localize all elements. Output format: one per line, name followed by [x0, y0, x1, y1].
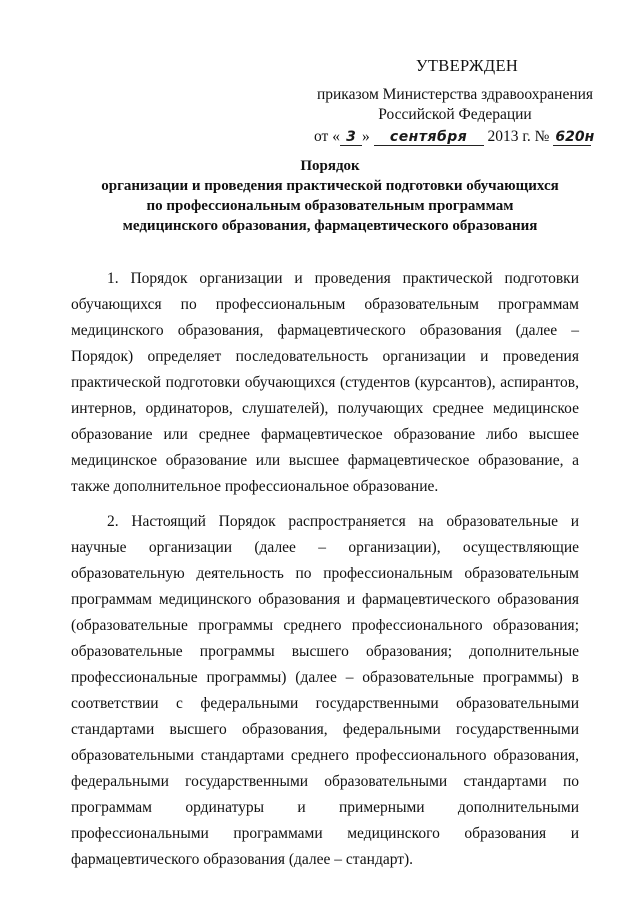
order-issuer-line: приказом Министерства здравоохранения [316, 86, 594, 103]
title-line-2: организации и проведения практической подготовки обучающихся [101, 178, 559, 194]
handwritten-order-number: 620н [555, 129, 595, 145]
handwritten-month: сентября [374, 129, 484, 146]
document-body [71, 266, 579, 873]
paragraph-2 [71, 509, 579, 873]
date-quote-close: » [361, 128, 370, 145]
approved-heading: УТВЕРЖДЕН [415, 56, 519, 75]
date-prefix: от « [314, 128, 340, 145]
title-line-4: медицинского образования, фармацевтического образования [122, 218, 538, 234]
document-title [40, 156, 620, 236]
federation-line: Российской Федерации [378, 106, 532, 123]
approval-block [300, 56, 610, 147]
title-line-1: Порядок [300, 158, 360, 174]
order-date-line [300, 127, 610, 147]
handwritten-day: 3 [340, 129, 362, 146]
date-year: 2013 г. № [487, 128, 550, 145]
paragraph-1-text: 1. Порядок организации и проведения практической подготовки обучающихся по профессиональным образовательным программам медицинского образования, фармацевтического образования (далее – Порядок) определяет последовательность организации и проведения практической подготовки обучающихся (студентов (курсантов), аспирантов, интернов, ординаторов, слушателей), получающих среднее медицинское образование или среднее фармацевтическое образование либо высшее медицинское образование или высшее фармацевтическое образование, а также дополнительное профессиональное образование. [71, 270, 579, 495]
paragraph-1 [71, 266, 579, 500]
title-line-3: по профессиональным образовательным программам [146, 198, 514, 214]
paragraph-2-text: 2. Настоящий Порядок распространяется на образовательные и научные организации (далее – организации), осуществляющие образовательную деятельность по профессиональным образовательным программам медицинского образования и фармацевтического образования (образовательные программы среднего профессионального образования; образовательные программы высшего образования; дополнительные профессиональные программы) (далее – образовательные программы) в соответствии с федеральными государственными образовательными стандартами высшего образования, федеральными государственными образовательными стандартами среднего профессионального образования, федеральными государственными образовательными стандартами по программам ординатуры и примерными дополнительными профессиональными программами медицинского образования и фармацевтического образования (далее – стандарт). [71, 513, 579, 868]
